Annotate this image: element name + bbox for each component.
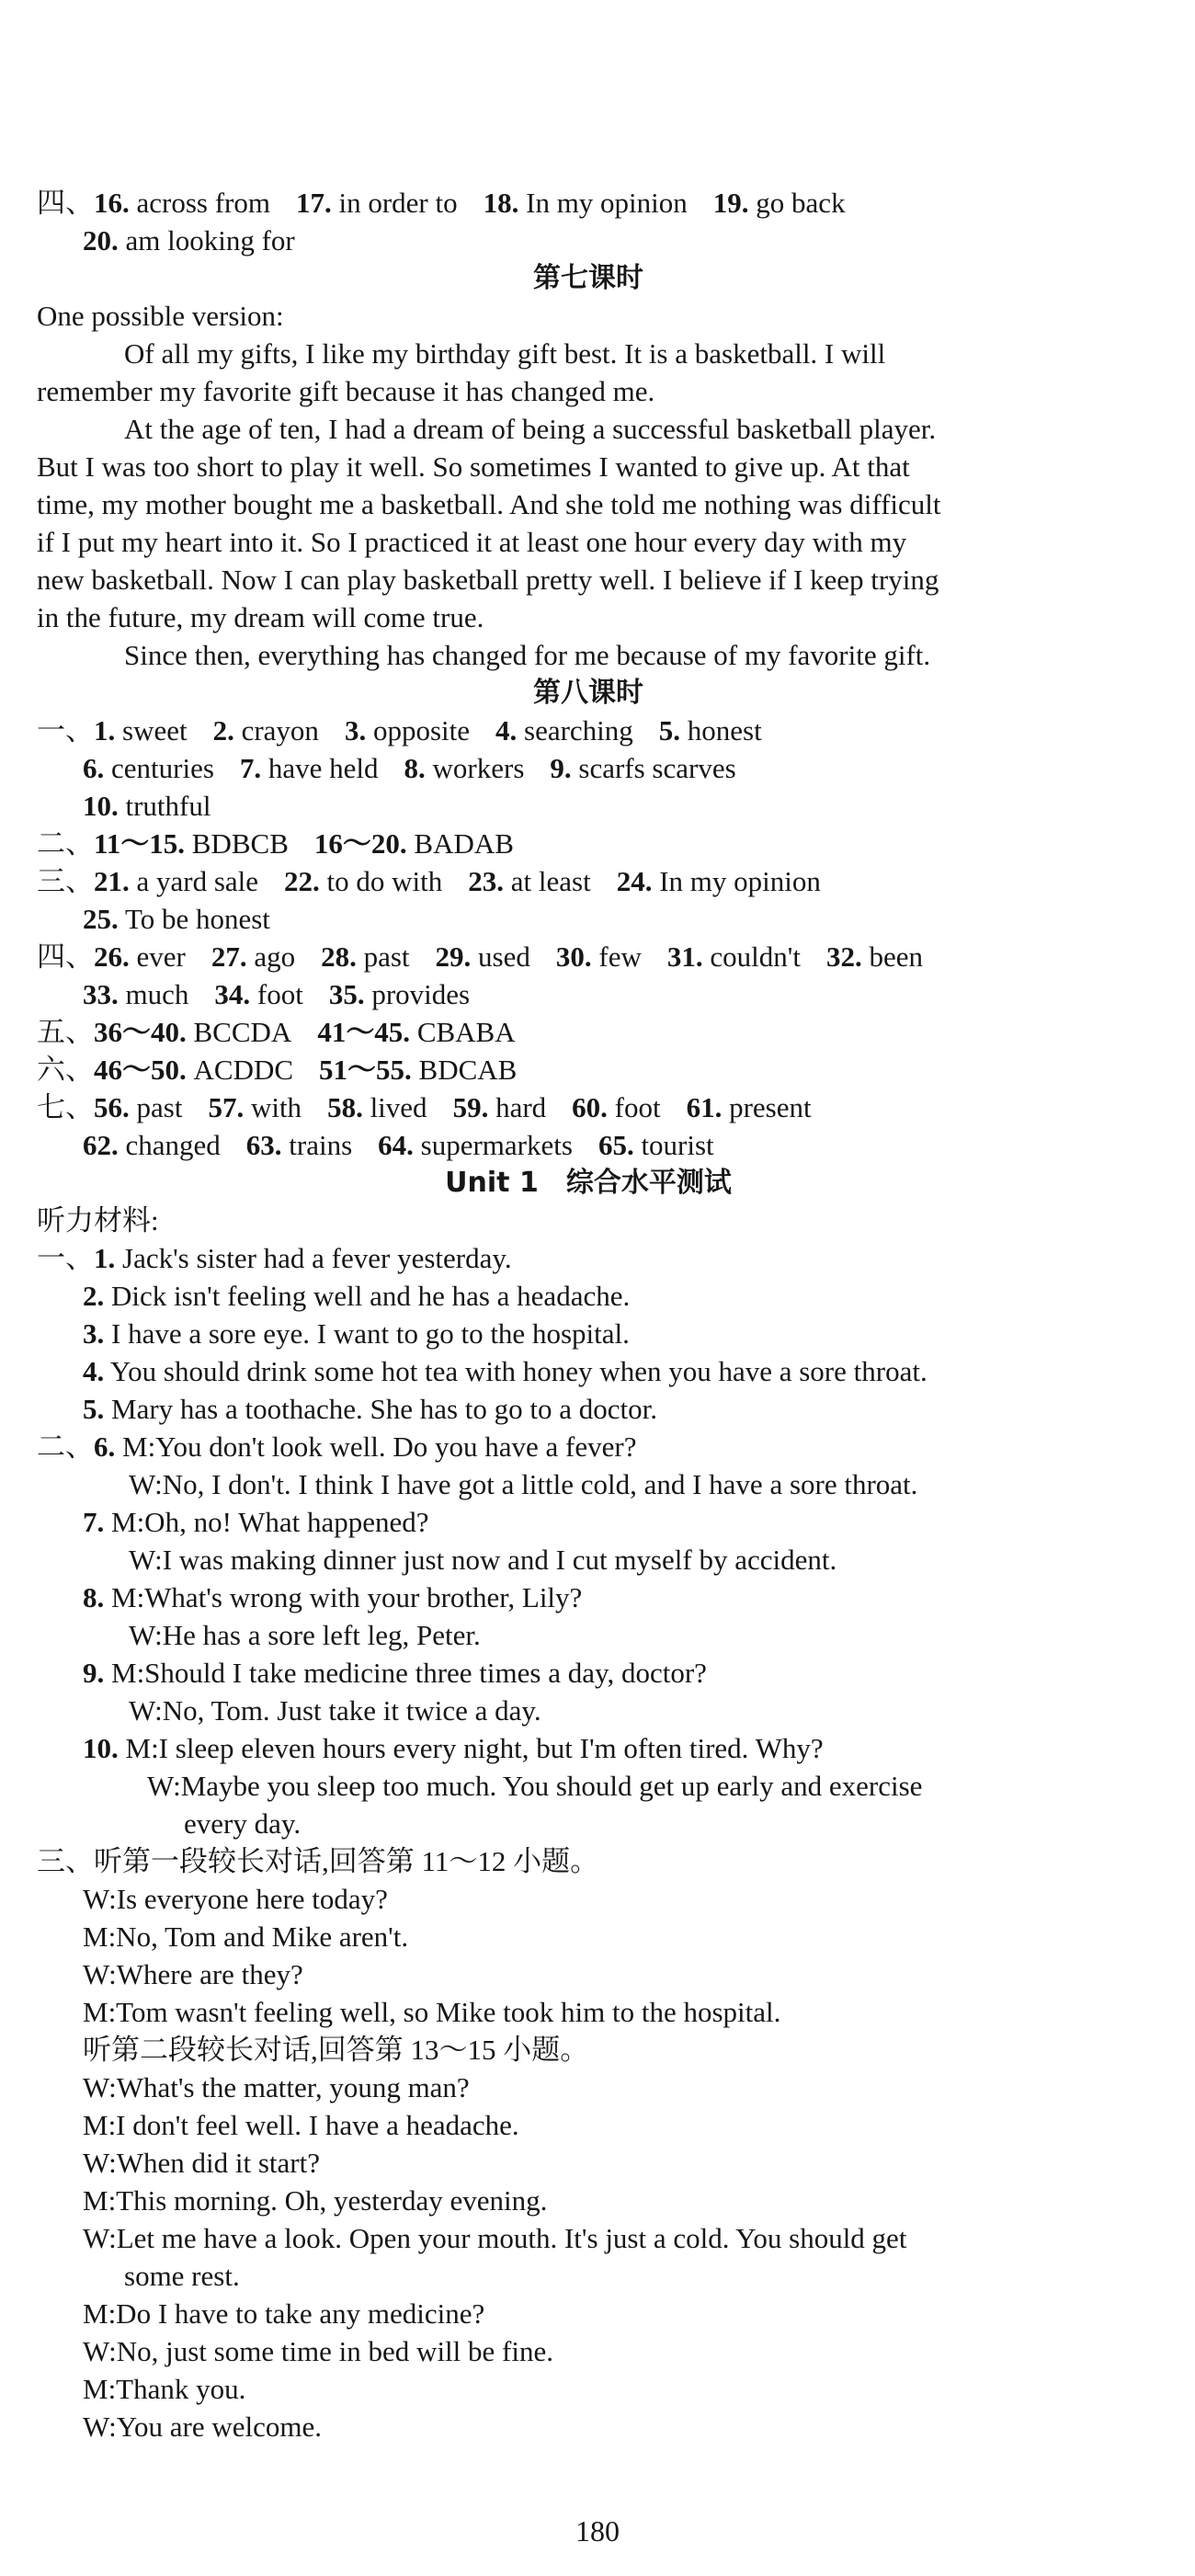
item-number: 62. (83, 1129, 119, 1161)
item-number: 26. (94, 940, 130, 973)
item-answer: provides (371, 978, 471, 1010)
section-prefix: 二、 (37, 1430, 94, 1463)
essay-line: Of all my gifts, I like my birthday gift best. It is a basketball. I will (124, 337, 886, 370)
u1-s1-item (37, 1277, 1140, 1315)
item-text: Jack's sister had a fever yesterday. (122, 1242, 512, 1274)
item-answer: supermarkets (420, 1129, 573, 1161)
item-number: 3. (83, 1317, 105, 1350)
dialog-line: M:What's wrong with your brother, Lily? (111, 1581, 583, 1613)
l8-section-2 (37, 825, 1140, 862)
l8-section-6 (37, 1051, 1140, 1089)
item-answer: much (125, 978, 189, 1010)
item-number: 3. (344, 714, 367, 747)
item-number: 7. (239, 752, 262, 784)
section-instruction: 听第一段较长对话,回答第 11～12 小题。 (94, 1845, 599, 1877)
item-number: 4. (83, 1355, 105, 1387)
item-number: 7. (83, 1506, 105, 1538)
item-number: 34. (214, 978, 251, 1010)
item-answer: past (136, 1091, 183, 1123)
l8-section-7-line-1 (37, 1089, 1140, 1126)
item-answer: in order to (338, 187, 458, 219)
item-number: 57. (208, 1091, 245, 1123)
dialog-line: M:You don't look well. Do you have a fever? (122, 1430, 637, 1463)
u1-s2-dialog-m (37, 1579, 1140, 1616)
item-number: 36～40. (94, 1016, 187, 1048)
item-answer: with (250, 1091, 302, 1123)
item-answer: foot (614, 1091, 661, 1123)
item-answer: BDBCB (191, 827, 289, 860)
item-number: 65. (598, 1129, 634, 1161)
u1-s1-item (37, 1352, 1140, 1390)
section-prefix: 三、 (37, 865, 94, 897)
item-number: 64. (378, 1129, 414, 1161)
u1-s3-dialog-line: W:What's the matter, young man? (83, 2071, 470, 2103)
u1-s2-dialog-w: W:He has a sore left leg, Peter. (129, 1619, 481, 1651)
item-number: 28. (321, 940, 357, 973)
item-answer: a yard sale (136, 865, 259, 897)
section-prefix: 七、 (37, 1091, 94, 1123)
item-answer: hard (495, 1091, 547, 1123)
item-text: I have a sore eye. I want to go to the hospital. (111, 1317, 630, 1350)
item-number: 31. (666, 940, 703, 973)
item-answer: To be honest (124, 903, 270, 935)
item-answer: crayon (241, 714, 319, 747)
dialog-line: M:I sleep eleven hours every night, but I'm often tired. Why? (125, 1732, 824, 1764)
item-answer: am looking for (125, 224, 295, 256)
item-number: 4. (495, 714, 518, 747)
item-number: 46～50. (94, 1054, 187, 1086)
section-4-line-1 (37, 184, 1140, 222)
u1-s3-intro-1 (37, 1842, 1140, 1880)
u1-s1-item (37, 1315, 1140, 1352)
u1-s3-dialog-line: W:When did it start? (83, 2147, 320, 2179)
listening-label: 听力材料: (37, 1204, 159, 1237)
item-number: 5. (658, 714, 681, 747)
unit-1-title: Unit 1 综合水平测试 (445, 1167, 732, 1199)
u1-s2-dialog-w: W:No, Tom. Just take it twice a day. (129, 1694, 541, 1727)
u1-s2-dialog-m (37, 1654, 1140, 1692)
item-number: 8. (83, 1581, 105, 1613)
item-answer: have held (267, 752, 379, 784)
item-answer: ACDDC (193, 1054, 294, 1086)
lesson-7-title: 第七课时 (533, 262, 643, 294)
item-number: 61. (686, 1091, 723, 1123)
item-number: 2. (212, 714, 234, 747)
item-number: 1. (94, 714, 116, 747)
essay-line: time, my mother bought me a basketball. And she told me nothing was difficult (37, 488, 941, 520)
u1-s2-dialog-w: W:No, I don't. I think I have got a little cold, and I have a sore throat. (129, 1468, 918, 1500)
item-number: 5. (83, 1393, 105, 1425)
item-answer: foot (256, 978, 303, 1010)
item-number: 24. (616, 865, 653, 897)
item-text: Dick isn't feeling well and he has a headache. (111, 1280, 631, 1312)
item-number: 35. (328, 978, 365, 1010)
l8-section-4-line-2 (37, 975, 1140, 1013)
essay-line: in the future, my dream will come true. (37, 601, 484, 633)
u1-s3-dialog-line: M:Thank you. (83, 2373, 246, 2405)
item-number: 20. (83, 224, 119, 256)
dialog-line: M:Oh, no! What happened? (111, 1506, 429, 1538)
item-answer: workers (432, 752, 525, 784)
item-number: 21. (94, 865, 130, 897)
l8-section-4-line-1 (37, 938, 1140, 975)
l8-section-3-line-1 (37, 862, 1140, 900)
item-answer: scarfs scarves (578, 752, 736, 784)
u1-s1-item (37, 1390, 1140, 1428)
item-answer: changed (125, 1129, 221, 1161)
u1-s3-intro-2: 听第二段较长对话,回答第 13～15 小题。 (83, 2034, 589, 2066)
item-answer: centuries (111, 752, 214, 784)
item-number: 32. (825, 940, 862, 973)
item-number: 58. (327, 1091, 363, 1123)
item-number: 25. (83, 903, 119, 935)
essay-line: new basketball. Now I can play basketball pretty well. I believe if I keep trying (37, 564, 939, 596)
item-number: 9. (83, 1657, 105, 1689)
item-number: 2. (83, 1280, 105, 1312)
section-prefix: 三、 (37, 1845, 94, 1877)
u1-s3-dialog-line: M:No, Tom and Mike aren't. (83, 1921, 409, 1953)
essay-line: Since then, everything has changed for me because of my favorite gift. (124, 639, 931, 671)
item-number: 9. (550, 752, 572, 784)
item-number: 29. (435, 940, 472, 973)
u1-s2-dialog-m (37, 1428, 1140, 1465)
item-answer: opposite (372, 714, 470, 747)
section-prefix: 一、 (37, 714, 94, 747)
page-number: 180 (575, 2514, 620, 2548)
item-answer: CBABA (416, 1016, 516, 1048)
u1-s3-dialog-line-cont: some rest. (124, 2260, 240, 2292)
u1-s3-dialog-line: M:Tom wasn't feeling well, so Mike took him to the hospital. (83, 1996, 781, 2028)
item-answer: been (869, 940, 923, 973)
item-answer: go back (756, 187, 846, 219)
item-answer: tourist (641, 1129, 714, 1161)
item-answer: searching (524, 714, 633, 747)
u1-s2-dialog-m (37, 1503, 1140, 1541)
item-answer: to do with (326, 865, 443, 897)
item-number: 60. (572, 1091, 608, 1123)
item-answer: present (729, 1091, 812, 1123)
item-answer: trains (289, 1129, 353, 1161)
item-number: 56. (94, 1091, 130, 1123)
item-number: 63. (245, 1129, 282, 1161)
u1-s3-dialog-line: W:Is everyone here today? (83, 1883, 388, 1915)
item-answer: at least (510, 865, 591, 897)
essay-line: remember my favorite gift because it has changed me. (37, 375, 655, 407)
item-number: 41～45. (317, 1016, 411, 1048)
item-number: 30. (555, 940, 592, 973)
section-prefix: 二、 (37, 827, 94, 860)
item-answer: lived (370, 1091, 427, 1123)
item-number: 51～55. (319, 1054, 412, 1086)
item-answer: In my opinion (526, 187, 688, 219)
item-text: Mary has a toothache. She has to go to a doctor. (111, 1393, 658, 1425)
item-number: 33. (83, 978, 119, 1010)
item-number: 6. (94, 1430, 116, 1463)
item-answer: ever (136, 940, 186, 973)
item-answer: few (598, 940, 642, 973)
item-number: 1. (94, 1242, 116, 1274)
section-prefix: 四、 (37, 187, 94, 219)
u1-s2-dialog-w-cont: every day. (184, 1807, 302, 1840)
item-number: 17. (295, 187, 332, 219)
section-prefix: 四、 (37, 940, 94, 973)
l8-section-7-line-2 (37, 1126, 1140, 1164)
item-number: 10. (83, 790, 119, 822)
item-text: You should drink some hot tea with honey when you have a sore throat. (109, 1355, 928, 1387)
u1-s3-dialog-line: W:No, just some time in bed will be fine. (83, 2335, 553, 2367)
item-number: 16. (94, 187, 130, 219)
item-answer: BDCAB (418, 1054, 518, 1086)
answer-key-content (37, 184, 1140, 2445)
u1-s2-dialog-w: W:I was making dinner just now and I cut myself by accident. (129, 1544, 837, 1576)
item-number: 23. (468, 865, 505, 897)
item-answer: BCCDA (193, 1016, 292, 1048)
item-answer: sweet (122, 714, 188, 747)
item-number: 11～15. (94, 827, 186, 860)
item-answer: across from (136, 187, 270, 219)
item-answer: truthful (125, 790, 211, 822)
essay-label: One possible version: (37, 300, 284, 332)
item-answer: ago (254, 940, 296, 973)
u1-s3-dialog-line: W:You are welcome. (83, 2411, 322, 2443)
u1-s3-dialog-line: M:I don't feel well. I have a headache. (83, 2109, 519, 2141)
essay-line: if I put my heart into it. So I practiced it at least one hour every day with my (37, 526, 907, 558)
item-number: 16～20. (313, 827, 407, 860)
item-number: 8. (404, 752, 426, 784)
l8-section-1-line-3 (37, 787, 1140, 825)
l8-section-3-line-2 (37, 900, 1140, 938)
lesson-8-title: 第八课时 (533, 677, 643, 709)
u1-s2-dialog-m (37, 1729, 1140, 1767)
u1-s3-dialog-line: W:Where are they? (83, 1958, 303, 1990)
u1-s3-dialog-line: W:Let me have a look. Open your mouth. It's just a cold. You should get (83, 2222, 907, 2254)
essay-line: But I was too short to play it well. So sometimes I wanted to give up. At that (37, 450, 910, 483)
item-answer: BADAB (414, 827, 514, 860)
u1-s3-dialog-line: M:Do I have to take any medicine? (83, 2297, 485, 2330)
section-4-line-2 (37, 222, 1140, 259)
item-answer: In my opinion (659, 865, 821, 897)
u1-s1-item (37, 1239, 1140, 1277)
item-number: 27. (211, 940, 247, 973)
item-number: 22. (284, 865, 320, 897)
l8-section-1-line-1 (37, 712, 1140, 749)
item-number: 6. (83, 752, 105, 784)
item-number: 18. (483, 187, 519, 219)
u1-s3-dialog-line: M:This morning. Oh, yesterday evening. (83, 2184, 548, 2217)
u1-s2-dialog-w: W:Maybe you sleep too much. You should get up early and exercise (147, 1770, 923, 1802)
l8-section-5 (37, 1013, 1140, 1051)
essay-line: At the age of ten, I had a dream of being a successful basketball player. (124, 413, 937, 445)
item-number: 10. (83, 1732, 119, 1764)
section-prefix: 五、 (37, 1016, 94, 1048)
item-answer: honest (687, 714, 762, 747)
dialog-line: M:Should I take medicine three times a day, doctor? (111, 1657, 707, 1689)
section-prefix: 一、 (37, 1242, 94, 1274)
item-number: 59. (452, 1091, 489, 1123)
item-answer: couldn't (710, 940, 801, 973)
item-number: 19. (712, 187, 749, 219)
item-answer: used (478, 940, 530, 973)
section-prefix: 六、 (37, 1054, 94, 1086)
l8-section-1-line-2 (37, 749, 1140, 787)
item-answer: past (363, 940, 410, 973)
